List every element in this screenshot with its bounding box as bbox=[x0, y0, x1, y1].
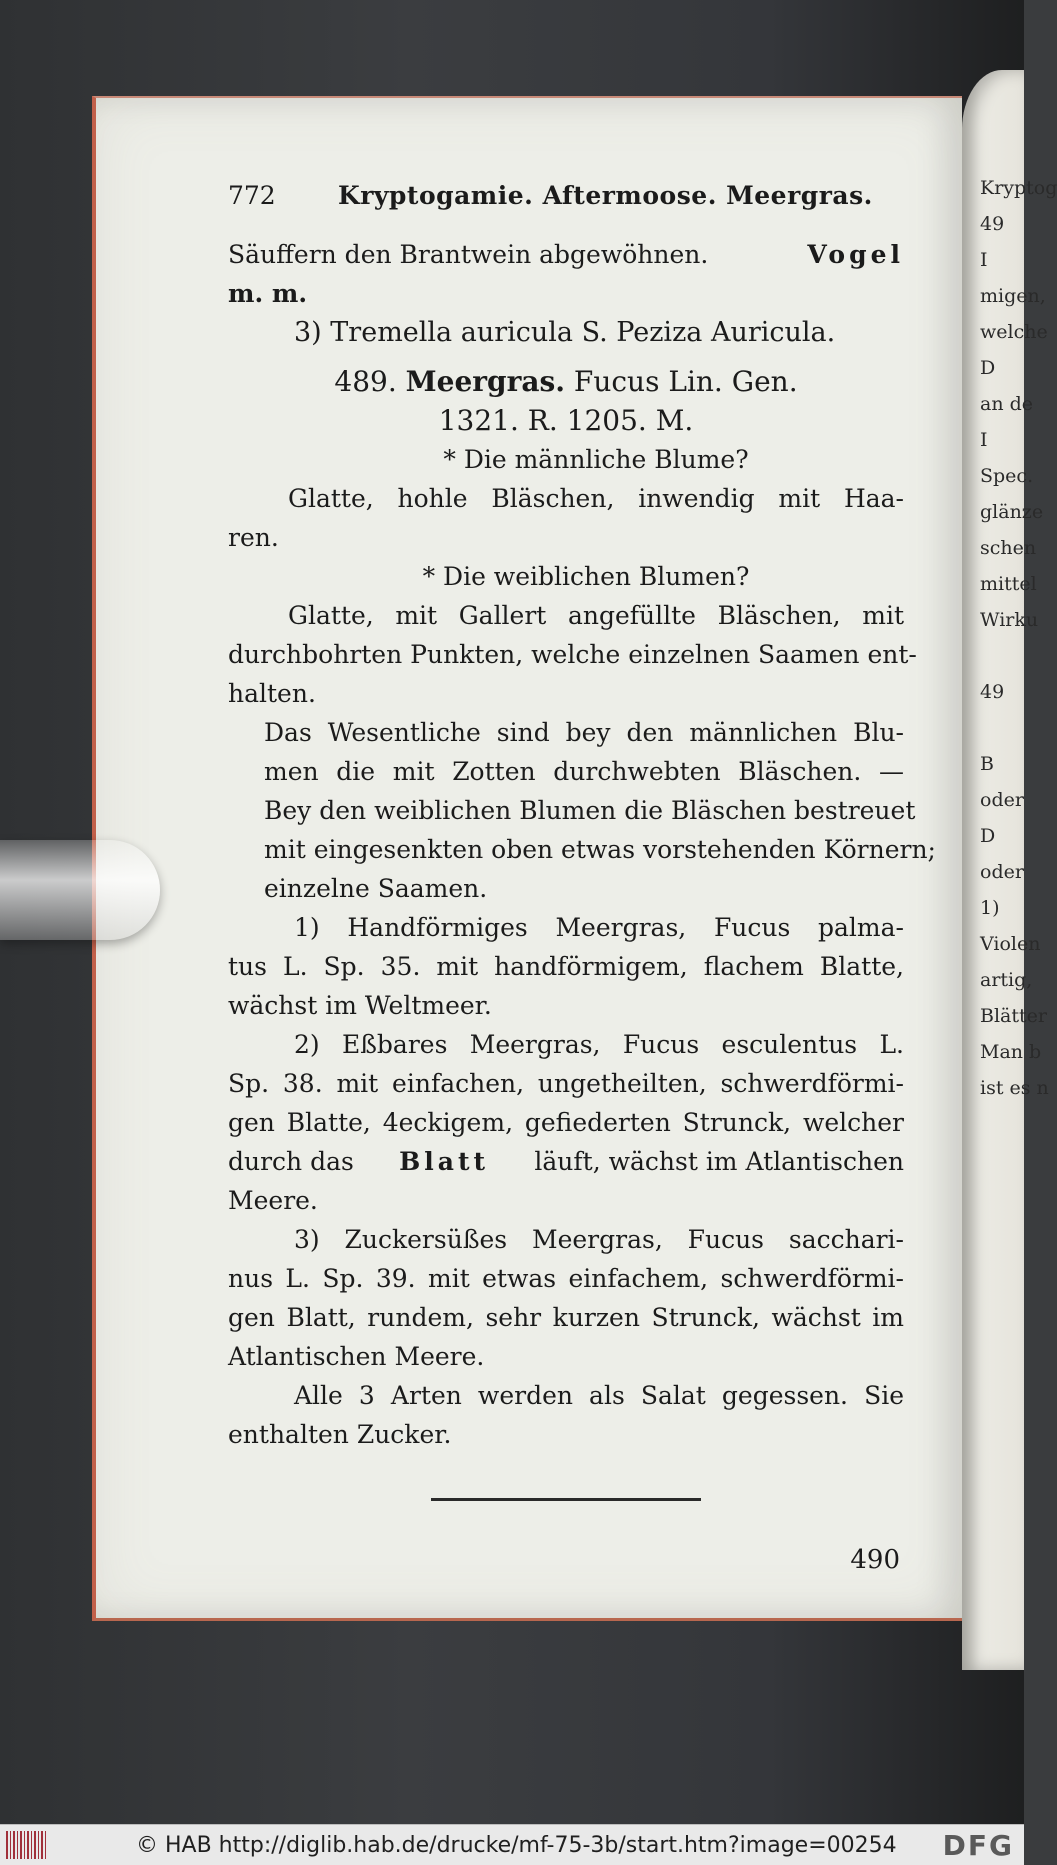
dfg-logo: DFG bbox=[942, 1828, 1014, 1862]
facing-text-line: Kryptog bbox=[980, 177, 1057, 199]
facing-text-line: oder bbox=[980, 861, 1024, 883]
facing-text-line: I bbox=[980, 429, 988, 451]
text-line: ren. bbox=[228, 523, 279, 552]
text-line: 3) Tremella auricula S. Peziza Auricula. bbox=[294, 317, 836, 348]
facing-text-line: D bbox=[980, 825, 996, 847]
text-line: einzelne Saamen. bbox=[264, 874, 488, 903]
facing-text-line: an de bbox=[980, 393, 1034, 415]
text-line: halten. bbox=[228, 679, 316, 708]
text-line: m. m. bbox=[228, 279, 308, 308]
facing-text-line: I bbox=[980, 249, 988, 271]
entry-latin: Fucus Lin. Gen. bbox=[573, 365, 798, 398]
footer-bar bbox=[0, 1824, 1024, 1865]
facing-page-edge bbox=[962, 70, 1057, 1670]
question-female: * Die weiblichen Blumen? bbox=[422, 562, 750, 591]
facing-text-line: artig, bbox=[980, 969, 1033, 991]
species-line: 2) Eßbares Meergras, Fucus esculentus L. bbox=[294, 1030, 904, 1059]
facing-text-line: glänze bbox=[980, 501, 1044, 523]
species-line: 1) Handförmiges Meergras, Fucus palma- bbox=[294, 913, 904, 942]
text-line: Glatte, hohle Bläschen, inwendig mit Haa- bbox=[288, 484, 904, 513]
running-title: Kryptogamie. Aftermoose. Meergras. bbox=[338, 181, 873, 210]
entry-number: 489. bbox=[334, 365, 397, 398]
text-line: Glatte, mit Gallert angefüllte Bläschen, mit bbox=[288, 601, 904, 630]
facing-text-line: 1) bbox=[980, 897, 1000, 919]
species-line bbox=[228, 1142, 904, 1181]
hab-barcode-icon bbox=[6, 1831, 46, 1859]
species-line: Meere. bbox=[228, 1186, 318, 1215]
author-name: Vogel bbox=[807, 240, 904, 269]
facing-text-line bbox=[980, 638, 1024, 674]
text-line: durchbohrten Punkten, welche einzelnen Saamen ent- bbox=[228, 640, 917, 669]
species-line: nus L. Sp. 39. mit etwas einfachem, schwerdförmi- bbox=[228, 1264, 904, 1293]
text-line bbox=[228, 235, 904, 274]
facing-text-line: oder bbox=[980, 789, 1024, 811]
facing-text-line: 49 bbox=[980, 681, 1005, 703]
text-line: mit eingesenkten oben etwas vorstehenden Körnern; bbox=[264, 835, 936, 864]
emphasized-word: Blatt bbox=[399, 1147, 490, 1176]
catchword: 490 bbox=[850, 1545, 900, 1575]
text-span: durch das bbox=[228, 1147, 354, 1176]
facing-text-line: Blätter bbox=[980, 1005, 1047, 1027]
copyright-link[interactable]: © HAB http://diglib.hab.de/drucke/mf-75-3b/start.htm?image=00254 bbox=[136, 1832, 897, 1858]
text-line: men die mit Zotten durchwebten Bläschen. — bbox=[264, 757, 904, 786]
text-line: Das Wesentliche sind bey den männlichen Blu- bbox=[264, 718, 904, 747]
facing-text-line: Violen bbox=[980, 933, 1041, 955]
facing-text-line bbox=[980, 710, 1024, 746]
facing-text-line: Wirku bbox=[980, 609, 1039, 631]
facing-text-line: Man b bbox=[980, 1041, 1042, 1063]
glass-clamp bbox=[0, 840, 160, 940]
facing-text-line: B bbox=[980, 753, 994, 775]
facing-text-line: mittel bbox=[980, 573, 1037, 595]
species-line: 3) Zuckersüßes Meergras, Fucus sacchari- bbox=[294, 1225, 904, 1254]
text-span: läuft, wächst im Atlantischen bbox=[534, 1147, 904, 1176]
text-line: enthalten Zucker. bbox=[228, 1420, 452, 1449]
facing-text-line: ist es n bbox=[980, 1077, 1049, 1099]
text-span: Säuffern den Brantwein abgewöhnen. bbox=[228, 240, 709, 269]
question-male: * Die männliche Blume? bbox=[443, 445, 749, 474]
species-line: Sp. 38. mit einfachen, ungetheilten, schwerdförmi- bbox=[228, 1069, 904, 1098]
text-line: Bey den weiblichen Blumen die Bläschen bestreuet bbox=[264, 796, 916, 825]
facing-text-line: 49 bbox=[980, 213, 1005, 235]
species-line: Atlantischen Meere. bbox=[228, 1342, 485, 1371]
species-line: gen Blatt, rundem, sehr kurzen Strunck, wächst im bbox=[228, 1303, 904, 1332]
facing-text-line: migen, bbox=[980, 285, 1046, 307]
entry-reference: 1321. R. 1205. M. bbox=[438, 404, 694, 437]
facing-text-line: Spec. bbox=[980, 465, 1034, 487]
text-line: Alle 3 Arten werden als Salat gegessen. Sie bbox=[294, 1381, 904, 1410]
facing-page-text bbox=[980, 170, 1057, 1106]
facing-text-line: welche bbox=[980, 321, 1048, 343]
entry-name: Meergras. bbox=[405, 365, 565, 398]
species-line: gen Blatte, 4eckigem, gefiederten Strunck, welcher bbox=[228, 1108, 904, 1137]
species-line: wächst im Weltmeer. bbox=[228, 991, 492, 1020]
entry-heading bbox=[228, 362, 904, 401]
page-number: 772 bbox=[228, 181, 276, 210]
section-rule bbox=[431, 1498, 701, 1501]
running-head bbox=[228, 176, 904, 215]
facing-text-line: D bbox=[980, 357, 996, 379]
facing-text-line: schen bbox=[980, 537, 1037, 559]
species-line: tus L. Sp. 35. mit handförmigem, flachem Blatte, bbox=[228, 952, 904, 981]
page-content bbox=[228, 176, 936, 1580]
